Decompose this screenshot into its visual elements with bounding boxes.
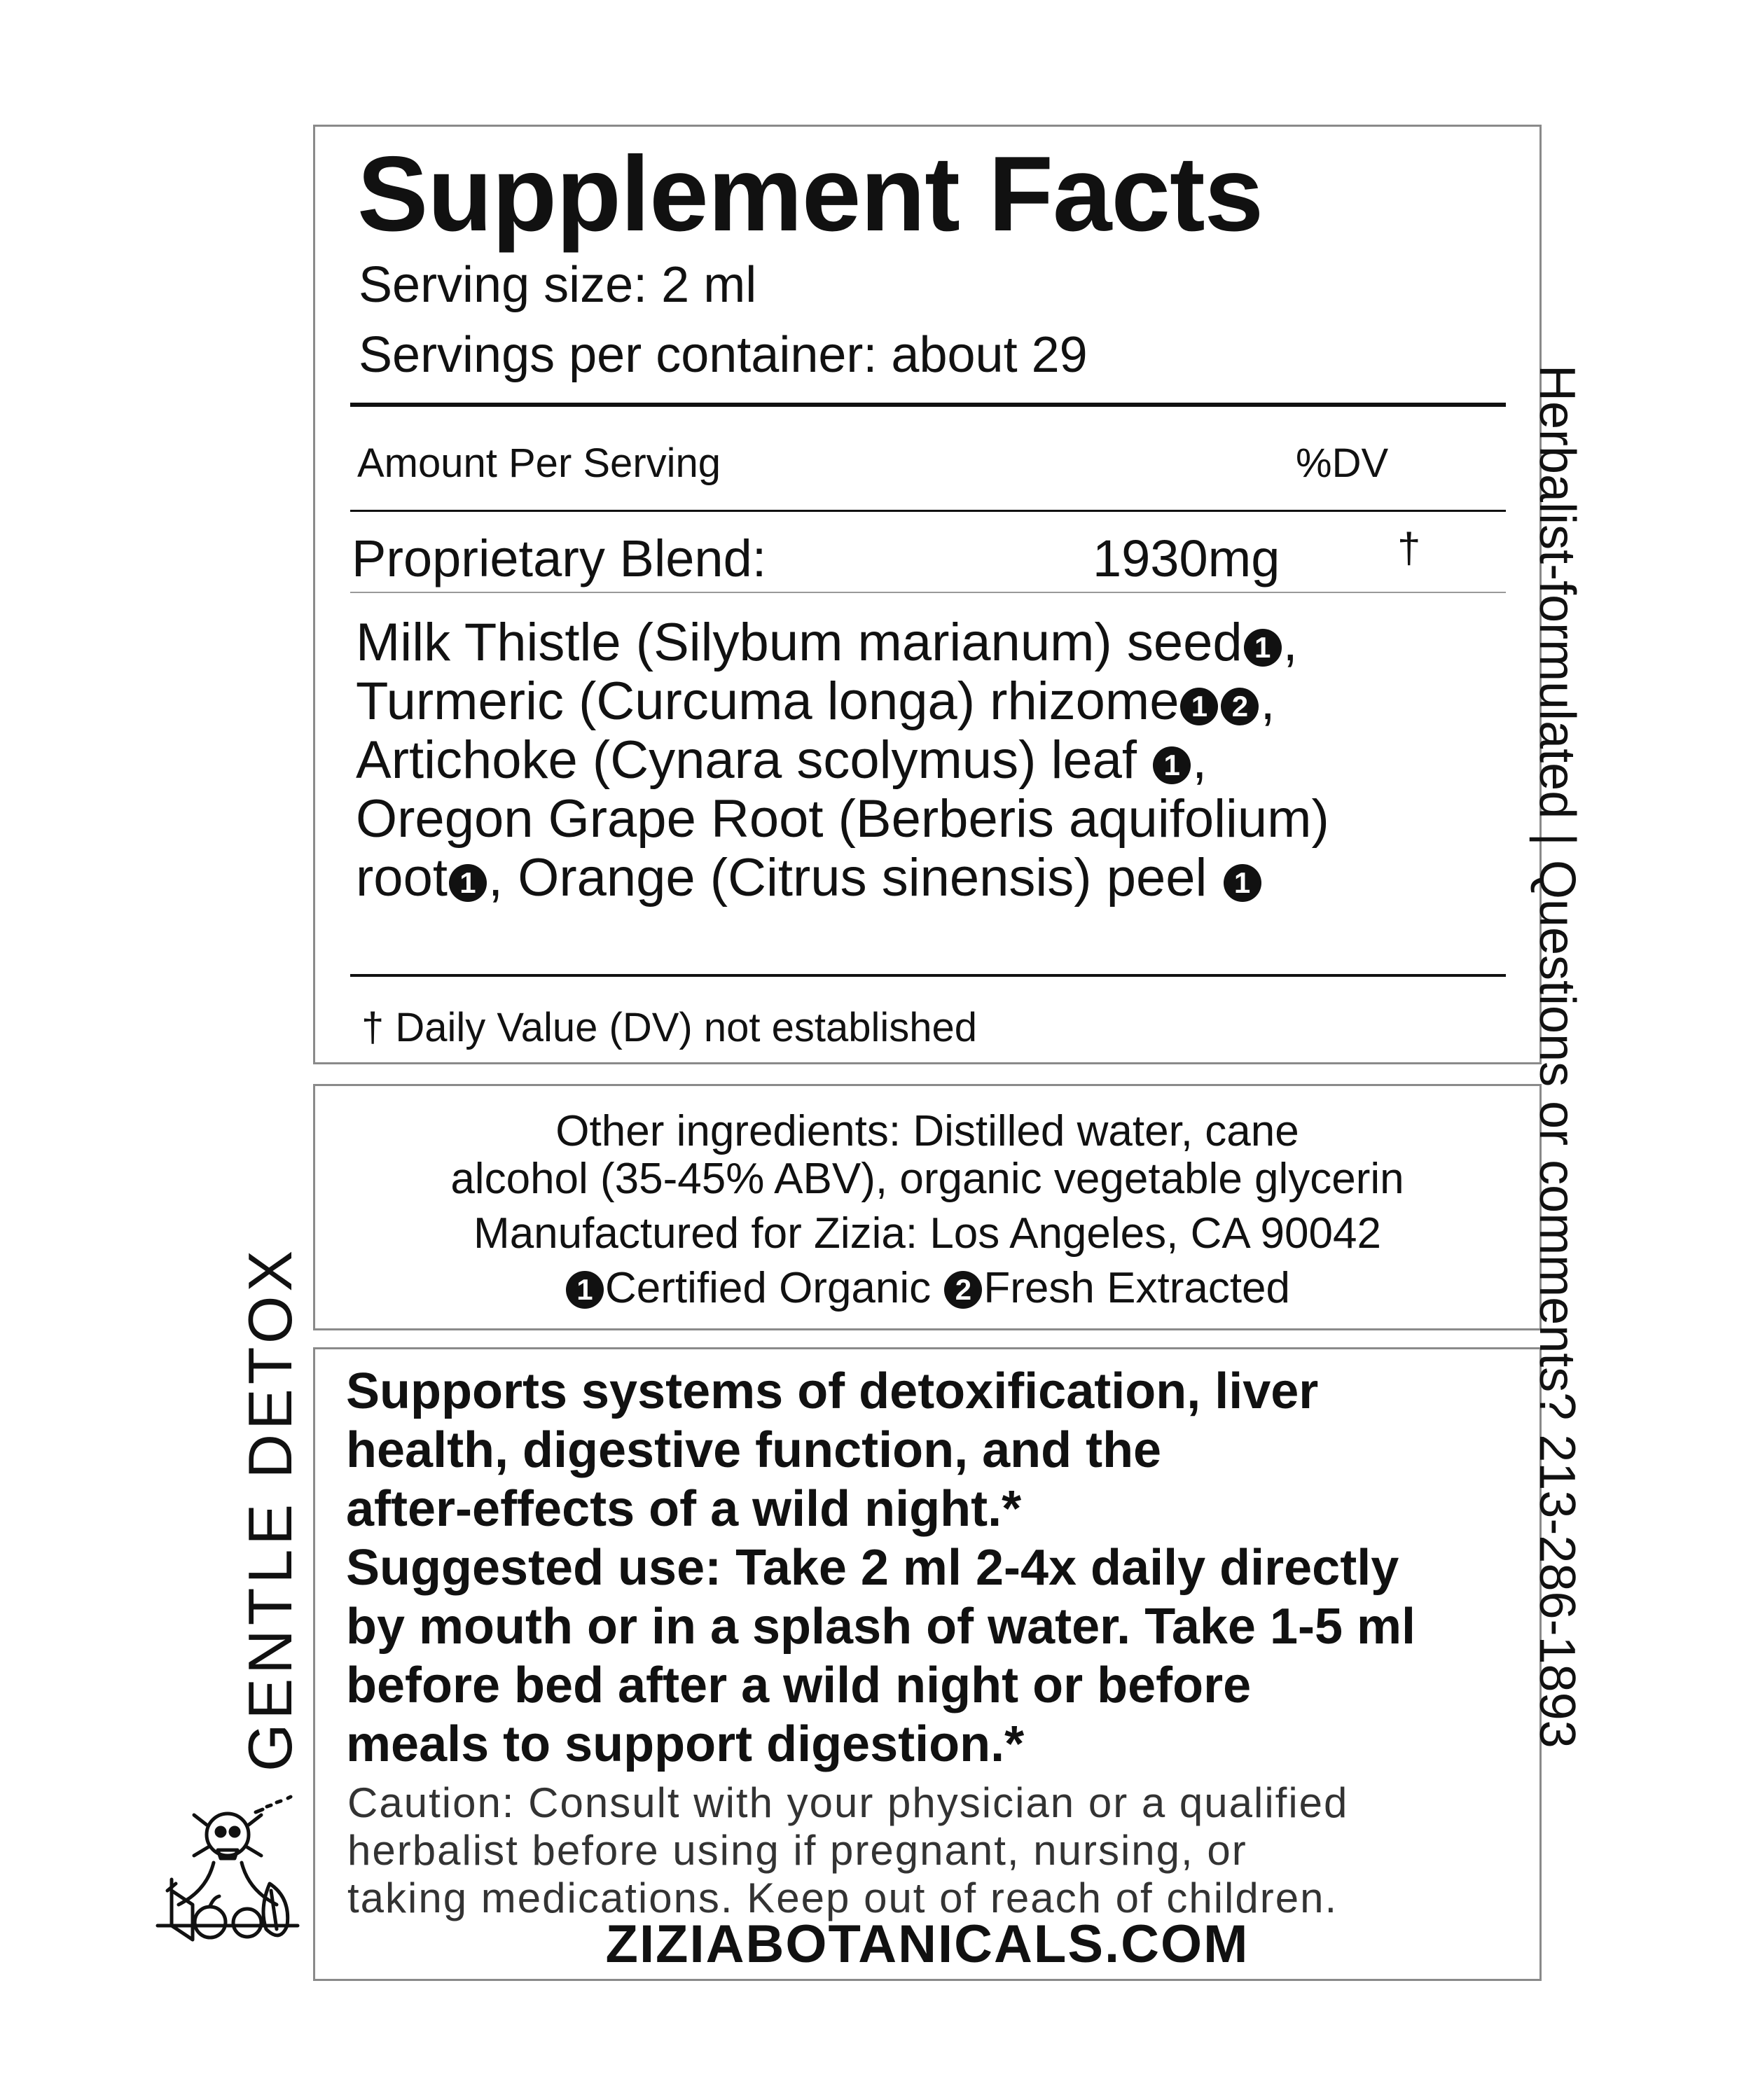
- organic-badge: 1: [1224, 864, 1261, 902]
- caution-text: Caution: Consult with your physician or a qualified herbalist before using if pregnant, nursing, or taking medications. Keep out of reach of children.: [347, 1779, 1349, 1921]
- organic-badge: 1: [566, 1271, 604, 1309]
- website: ZIZIABOTANICALS.COM: [605, 1914, 1250, 1974]
- blend-label: Proprietary Blend:: [352, 529, 767, 587]
- dv-footnote: † Daily Value (DV) not established: [361, 1005, 978, 1050]
- product-name: GENTLE DETOX: [235, 1246, 305, 1772]
- ingredient-line: Oregon Grape Root (Berberis aquifolium): [356, 789, 1329, 849]
- other-ingredients-line1: Other ingredients: Distilled water, cane: [555, 1107, 1299, 1155]
- claims-text: Supports systems of detoxification, liver health, digestive function, and the after-effects of a wild night.* Suggested use: Take 2 ml 2-4x daily directly by mouth or in a splash of water. Take 1-5 ml before bed after a wild night or before meals to support digestion.*: [346, 1363, 1416, 1772]
- servings-per-container: Servings per container: about 29: [359, 327, 1088, 383]
- ingredient-line: Turmeric (Curcuma longa) rhizome 1 2 ,: [356, 672, 1275, 731]
- side-contact-text: Herbalist-formulated | Questions or comments? 213-286-1893: [1529, 365, 1585, 1748]
- organic-badge: 1: [1244, 629, 1282, 667]
- thin-divider: [350, 592, 1506, 593]
- badge-legend: [315, 1264, 1539, 1312]
- manufacturer: Manufactured for Zizia: Los Angeles, CA 90042: [473, 1209, 1381, 1258]
- bottom-divider: [350, 974, 1506, 977]
- organic-badge: 1: [1153, 746, 1191, 784]
- legend-certified-organic: Certified Organic: [604, 1264, 943, 1312]
- other-ingredients-panel: [313, 1084, 1542, 1330]
- blend-dv: †: [1397, 524, 1421, 571]
- ingredient-line: Artichoke (Cynara scolymus) leaf 1 ,: [356, 730, 1207, 790]
- dv-header: %DV: [1296, 440, 1389, 486]
- legend-fresh-extracted: Fresh Extracted: [983, 1264, 1291, 1312]
- serving-size: Serving size: 2 ml: [359, 257, 757, 313]
- organic-badge: 1: [1180, 688, 1218, 725]
- facts-title: Supplement Facts: [357, 134, 1264, 253]
- ingredient-list: [356, 613, 1532, 908]
- divider: [350, 510, 1506, 512]
- supplement-facts-panel: [313, 125, 1542, 1064]
- skull-vegetables-illustration-icon: [151, 1786, 305, 1947]
- thick-divider: [350, 403, 1506, 407]
- amount-per-serving-header: Amount Per Serving: [357, 440, 721, 486]
- other-ingredients-line2: alcohol (35-45% ABV), organic vegetable glycerin: [450, 1155, 1404, 1203]
- blend-amount: 1930mg: [1093, 529, 1280, 587]
- ingredient-line: root 1 , Orange (Citrus sinensis) peel 1: [356, 849, 1532, 908]
- fresh-extracted-badge: 2: [1221, 688, 1259, 725]
- ingredient-line: Milk Thistle (Silybum marianum) seed 1 ,: [356, 613, 1298, 672]
- usage-panel: [313, 1347, 1542, 1981]
- fresh-extracted-badge: 2: [944, 1271, 982, 1309]
- organic-badge: 1: [449, 864, 487, 902]
